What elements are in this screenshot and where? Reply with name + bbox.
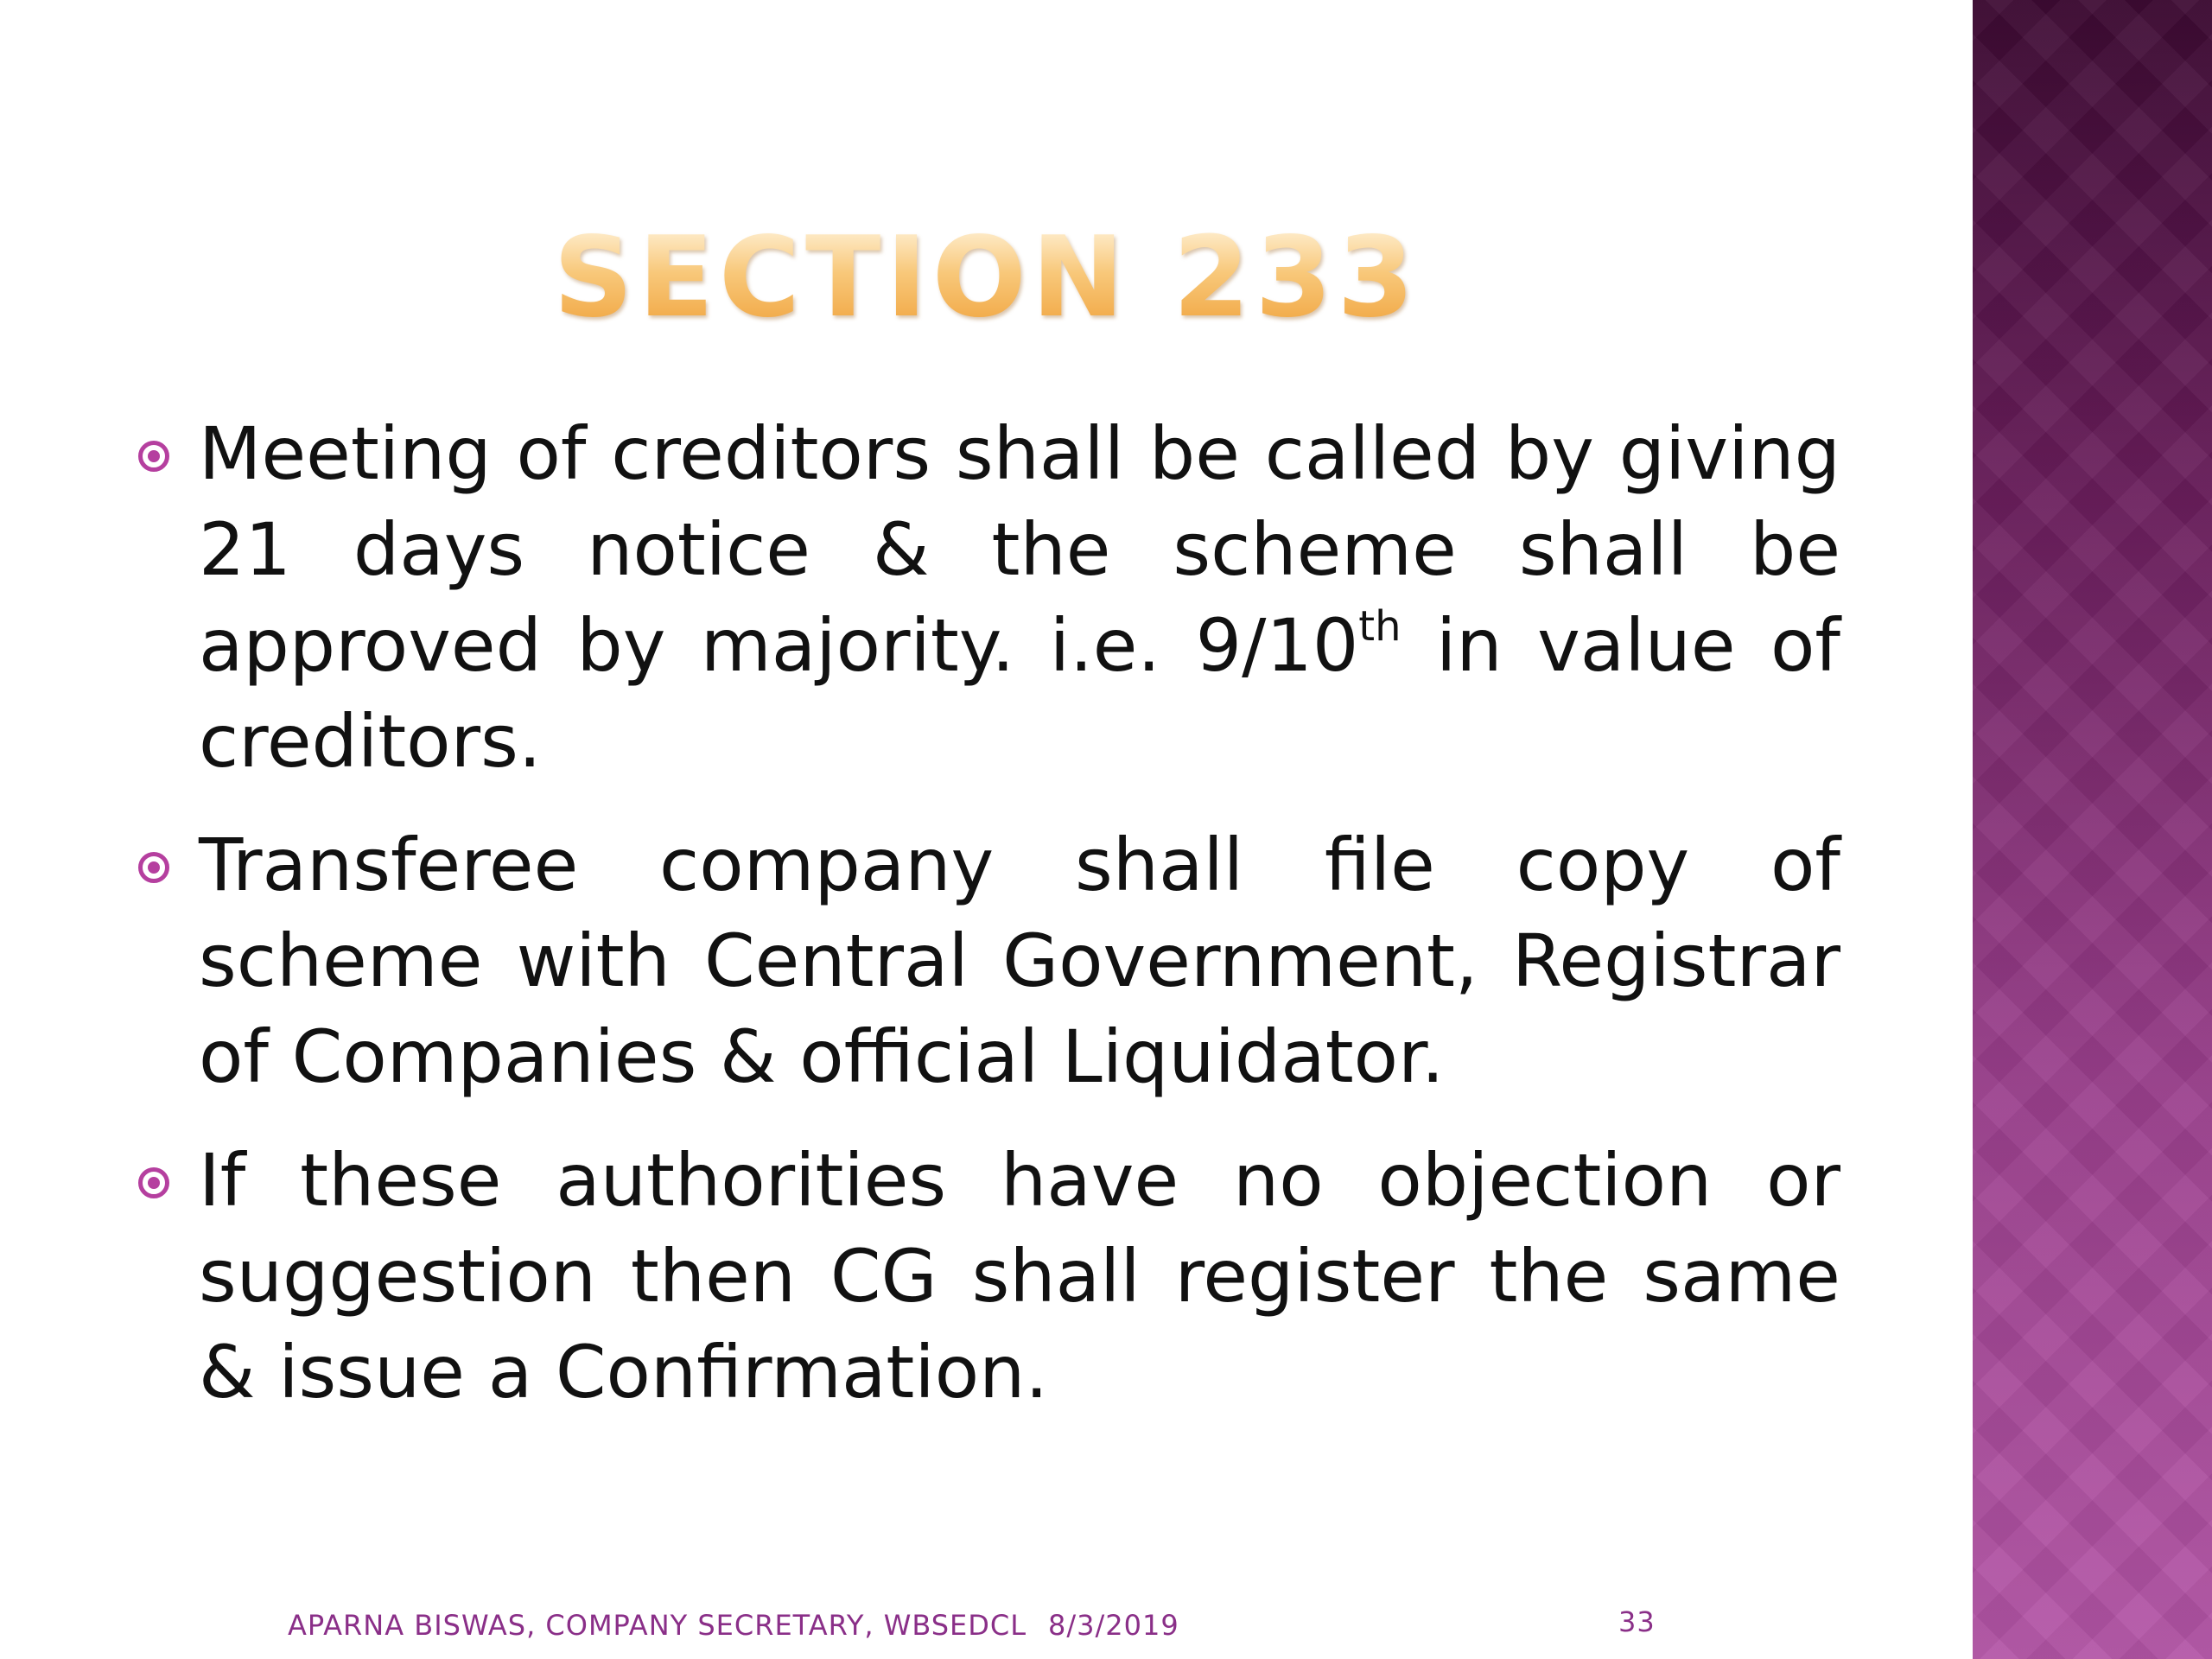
circled-dot-bullet-icon [138, 1167, 169, 1198]
footer-author: APARNA BISWAS, COMPANY SECRETARY, WBSEDCL [288, 1609, 1027, 1642]
bullet-list [130, 406, 1840, 1448]
bullet-text-2: Transferee company shall file copy of scheme with Central Government, Registrar of Companies & official Liquidator. [199, 823, 1840, 1099]
bullet-item-3 [130, 1133, 1840, 1421]
bullet-text-1a: Meeting of creditors shall be called by giving 21 days notice & the scheme shall be approved by majority. i.e. 9/10 [199, 411, 1840, 688]
bullet-text-1b: in value of creditors. [199, 603, 1840, 784]
footer-page-number: 33 [1618, 1605, 1656, 1638]
bullet-text-3: If these authorities have no objection or suggestion then CG shall register the same & issue a Confirmation. [199, 1138, 1840, 1414]
slide-title: SECTION 233 [0, 223, 1973, 334]
circled-dot-bullet-icon [138, 852, 169, 883]
decorative-sidebar [1973, 0, 2212, 1659]
bullet-text-1-superscript: th [1358, 602, 1402, 651]
footer-date: 8/3/2019 [1048, 1609, 1179, 1642]
bullet-item-2 [130, 817, 1840, 1105]
bullet-item-1 [130, 406, 1840, 790]
circled-dot-bullet-icon [138, 441, 169, 472]
